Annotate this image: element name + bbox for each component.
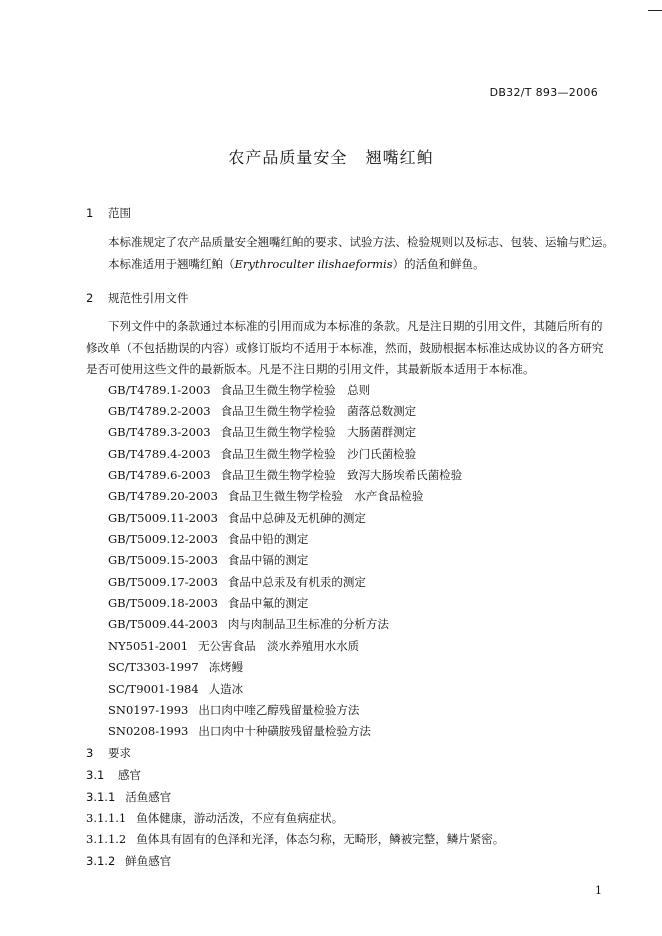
section-3-1-1-2: 3.1.1.2 鱼体具有固有的色泽和光泽，体态匀称，无畸形，鳞被完整，鳞片紧密。 [86,832,505,846]
section-2-heading: 2 规范性引用文件 [86,291,189,305]
reference-item: SC/T3303-1997 冻烤鳗 [108,660,244,674]
section-1-line-2: 本标准适用于翘嘴红鲌（Erythroculter ilishaeformis）的活鱼和鲜鱼。 [108,257,485,271]
section-3-1-heading: 3.1 感官 [86,768,141,782]
section-1-line-1: 本标准规定了农产品质量安全翘嘴红鲌的要求、试验方法、检验规则以及标志、包装、运输与贮运。 [108,235,614,249]
reference-item: SC/T9001-1984 人造冰 [108,682,244,696]
reference-item: GB/T5009.15-2003 食品中镉的测定 [108,553,309,567]
reference-item: GB/T5009.12-2003 食品中铅的测定 [108,532,309,546]
section-3-1-1-heading: 3.1.1 活鱼感官 [86,790,172,804]
reference-item: GB/T4789.1-2003 食品卫生微生物学检验 总则 [108,383,371,397]
corner-mark [648,10,662,11]
section-2-para-line-3: 是否可使用这些文件的最新版本。凡是不注日期的引用文件，其最新版本适用于本标准。 [86,362,535,376]
reference-item: SN0197-1993 出口肉中喹乙醇残留量检验方法 [108,703,360,717]
standard-number: DB32/T 893—2006 [489,86,598,99]
title-part-1: 农产品质量安全 [228,148,348,167]
page-number: 1 [595,884,602,897]
reference-item: GB/T4789.4-2003 食品卫生微生物学检验 沙门氏菌检验 [108,447,417,461]
reference-item: NY5051-2001 无公害食品 淡水养殖用水水质 [108,639,360,653]
reference-item: GB/T4789.2-2003 食品卫生微生物学检验 菌落总数测定 [108,404,417,418]
section-3-heading: 3 要求 [86,746,131,760]
reference-item: GB/T5009.44-2003 肉与肉制品卫生标准的分析方法 [108,617,389,631]
document-title [0,145,662,168]
section-2-para-line-1: 下列文件中的条款通过本标准的引用而成为本标准的条款。凡是注日期的引用文件，其随后所有的 [108,319,603,333]
reference-item: SN0208-1993 出口肉中十种磺胺残留量检验方法 [108,724,371,738]
reference-item: GB/T4789.3-2003 食品卫生微生物学检验 大肠菌群测定 [108,425,417,439]
reference-item: GB/T5009.18-2003 食品中氟的测定 [108,596,309,610]
reference-item: GB/T4789.6-2003 食品卫生微生物学检验 致泻大肠埃希氏菌检验 [108,468,463,482]
section-1-heading: 1 范围 [86,206,131,220]
section-2-para-line-2: 修改单（不包括勘误的内容）或修订版均不适用于本标准，然而，鼓励根据本标准达成协议的各方研究 [86,341,604,355]
latin-species-name: Erythroculter ilishaeformis [234,257,393,271]
reference-item: GB/T4789.20-2003 食品卫生微生物学检验 水产食品检验 [108,489,424,503]
section-3-1-2-heading: 3.1.2 鲜鱼感官 [86,854,172,868]
title-part-2: 翘嘴红鲌 [365,148,434,167]
reference-item: GB/T5009.11-2003 食品中总砷及无机砷的测定 [108,511,366,525]
reference-item: GB/T5009.17-2003 食品中总汞及有机汞的测定 [108,575,366,589]
section-3-1-1-1: 3.1.1.1 鱼体健康，游动活泼，不应有鱼病症状。 [86,811,344,825]
